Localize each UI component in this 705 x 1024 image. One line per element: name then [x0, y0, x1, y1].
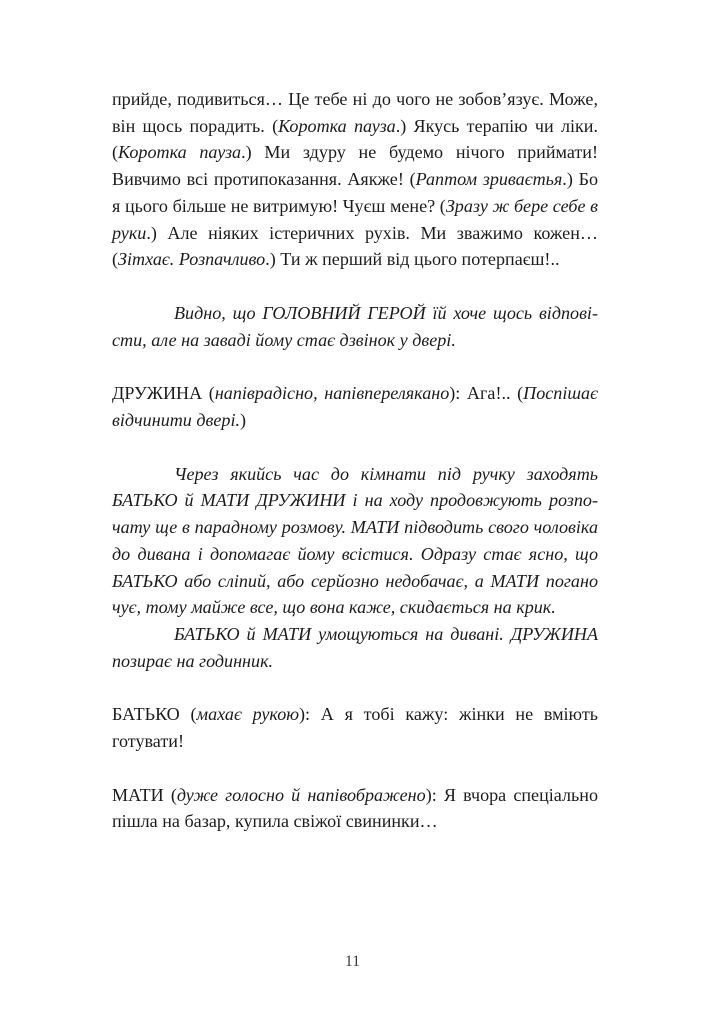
italic-run: Зітхає. Розпачливо [118, 249, 266, 270]
italic-run: Раптом зриваєтья [415, 169, 563, 190]
italic-run: Зразу ж бере себе в руки [112, 195, 598, 243]
paragraph-direction-sofa [112, 621, 598, 674]
italic-run: напіврадісно, напівперелякано [214, 383, 450, 404]
italic-run: БАТЬКО й МАТИ умощуються на дивані. ДРУЖИНА позирає на годинник. [112, 623, 598, 671]
roman-run: .) Бо я цього більше не витримую! Чуєш мене? ( [112, 169, 599, 216]
italic-run: Видно, що ГОЛОВНИЙ ГЕРОЙ їй хоче щось відповісти, але на заваді йому стає дзвінок у двері. [112, 302, 598, 350]
paragraph-direction-doorbell [112, 300, 598, 353]
paragraph-speech-maty [112, 782, 598, 835]
roman-run: .) Але ніяких істеричних рухів. Ми зважимо кожен… ( [112, 222, 598, 270]
italic-run: Коротка пауза [118, 142, 242, 163]
roman-run: прийде, подивиться… Це тебе ні до чого не зобов’язує. Може, він щось порадить. ( [112, 89, 598, 136]
roman-run: ): Я вчора спеціально пішла на базар, купила свіжої свининки… [112, 784, 598, 832]
roman-run: ): Ага!.. ( [449, 383, 524, 404]
roman-run: ДРУЖИНА ( [112, 383, 215, 404]
italic-run: Коротка пауза [278, 115, 396, 136]
italic-run: Поспішає відчинити двері. [112, 383, 598, 431]
italic-run: Через якийсь час до кімнати під ручку заходять БАТЬКО й МАТИ ДРУЖИНИ і на ходу продовжують розпочату ще в парадному розмову. МАТИ підводить свого чоловіка до дивана і допомагає йому всістися. Одразу стає ясно, що БАТЬКО або сліпий, або серйозно недобачає, а МАТИ погано чує, тому майже все, що вона каже, скидається на крик. [112, 463, 598, 618]
page-number: 11 [345, 953, 360, 970]
paragraph-direction-parents-enter [112, 461, 598, 621]
roman-run: БАТЬКО ( [112, 704, 197, 725]
roman-run: .) Якусь терапію чи ліки. ( [112, 115, 598, 163]
italic-run: махає рукою [196, 704, 300, 725]
body-text-column [112, 86, 598, 835]
roman-run: .) Ми здуру не будемо нічого приймати! Вивчимо всі протипоказання. Аякже! ( [112, 142, 599, 190]
paragraph-speech-continued [112, 86, 598, 273]
italic-run: дуже голосно й напівображено [176, 784, 426, 805]
roman-run: ) [240, 410, 247, 431]
paragraph-speech-batko [112, 701, 598, 754]
roman-run: МАТИ ( [112, 784, 177, 805]
roman-run: ): А я тобі кажу: жінки не вміють готувати! [112, 704, 598, 752]
paragraph-speech-druzhyna [112, 380, 598, 433]
roman-run: .) Ти ж перший від цього потерпаєш!.. [265, 249, 560, 270]
